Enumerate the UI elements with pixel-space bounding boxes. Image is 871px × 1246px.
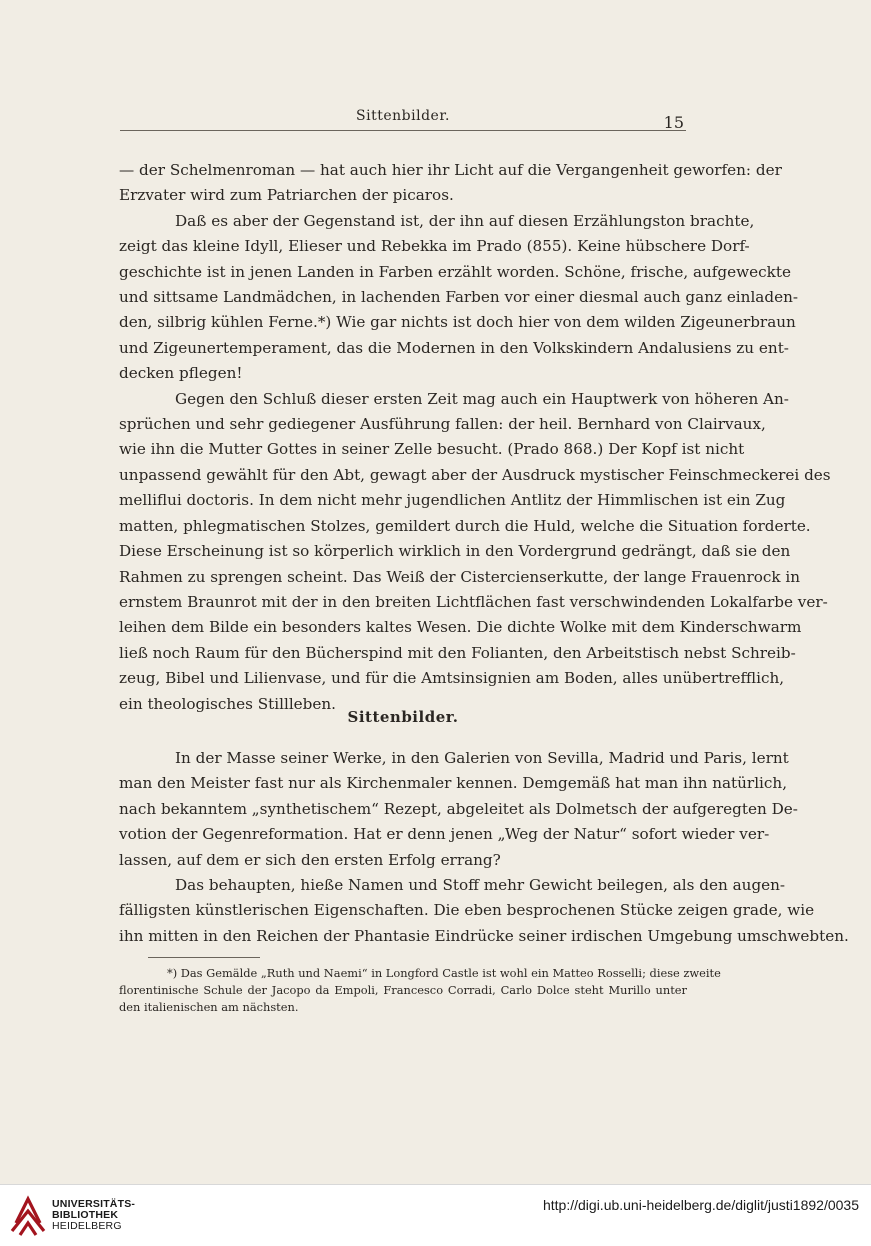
text-line: decken pflegen! — [119, 364, 243, 383]
text-line: zeug, Bibel und Lilienvase, und für die Amtsinsignien am Boden, alles unübertrefflich, — [119, 669, 785, 688]
footnote-line: *) Das Gemälde „Ruth und Naemi“ in Longford Castle ist wohl ein Matteo Rosselli; diese zweite — [167, 966, 721, 980]
footnote-line: florentinische Schule der Jacopo da Empoli, Francesco Corradi, Carlo Dolce steht Murillo unter — [119, 983, 687, 997]
text-line: sprüchen und sehr gediegener Ausführung fallen: der heil. Bernhard von Clairvaux, — [119, 415, 766, 434]
text-line: und Zigeunertemperament, das die Modernen in den Volkskindern Andalusiens zu ent- — [119, 338, 789, 357]
text-line: Das behaupten, hieße Namen und Stoff mehr Gewicht beilegen, als den augen- — [175, 876, 786, 895]
paragraph — [119, 746, 798, 873]
body-text — [119, 158, 831, 717]
section-body-text — [119, 746, 849, 949]
library-footer — [0, 1184, 871, 1246]
text-line: zeigt das kleine Idyll, Elieser und Rebekka im Prado (855). Keine hübschere Dorf- — [119, 237, 750, 256]
library-name[interactable] — [52, 1199, 135, 1232]
text-line: — der Schelmenroman — hat auch hier ihr Licht auf die Vergangenheit geworfen: der — [119, 161, 782, 179]
text-line: Diese Erscheinung ist so körperlich wirklich in den Vordergrund gedrängt, daß sie den — [119, 542, 791, 561]
text-line: wie ihn die Mutter Gottes in seiner Zelle besucht. (Prado 868.) Der Kopf ist nicht — [119, 440, 745, 459]
permalink-url[interactable]: http://digi.ub.uni-heidelberg.de/diglit/justi1892/0035 — [542, 1197, 859, 1213]
text-line: und sittsame Landmädchen, in lachenden Farben vor einer diesmal auch ganz einladen- — [119, 288, 798, 307]
text-line: ein theologisches Stillleben. — [119, 694, 336, 713]
text-line: geschichte ist in jenen Landen in Farben erzählt worden. Schöne, frische, aufgeweckte — [119, 262, 791, 281]
running-title: Sittenbilder. — [356, 108, 450, 124]
text-line: fälligsten künstlerischen Eigenschaften. Die eben besprochenen Stücke zeigen grade, wie — [119, 901, 815, 920]
text-line: ließ noch Raum für den Bücherspind mit den Folianten, den Arbeitstisch nebst Schreib- — [119, 643, 796, 662]
footnote-divider — [148, 957, 260, 958]
section-heading: Sittenbilder. — [347, 708, 459, 726]
library-name-line: UNIVERSITÄTS- — [52, 1198, 136, 1210]
footnote-line: den italienischen am nächsten. — [119, 1000, 299, 1014]
text-line: Daß es aber der Gegenstand ist, der ihn auf diesen Erzählungston brachte, — [175, 211, 755, 230]
text-line: den, silbrig kühlen Ferne.*) Wie gar nichts ist doch hier von dem wilden Zigeunerbraun — [119, 313, 796, 332]
text-line: matten, phlegmatischen Stolzes, gemildert durch die Huld, welche die Situation forderte. — [119, 516, 811, 535]
text-line: Erzvater wird zum Patriarchen der picaros. — [119, 186, 454, 205]
university-library-logo-icon[interactable] — [10, 1193, 46, 1237]
library-name-line: HEIDELBERG — [52, 1220, 122, 1232]
text-line: ernstem Braunrot mit der in den breiten Lichtflächen fast verschwindenden Lokalfarbe ver- — [119, 592, 828, 611]
paragraph — [119, 158, 782, 209]
text-line: nach bekanntem „synthetischem“ Rezept, abgeleitet als Dolmetsch der aufgeregten De- — [119, 799, 798, 818]
page-number: 15 — [663, 113, 684, 132]
paragraph — [119, 209, 798, 387]
text-line: leihen dem Bilde ein besonders kaltes Wesen. Die dichte Wolke mit dem Kinderschwarm — [119, 618, 802, 637]
text-line: In der Masse seiner Werke, in den Galerien von Sevilla, Madrid und Paris, lernt — [175, 749, 789, 767]
footnote — [119, 965, 721, 1016]
text-line: lassen, auf dem er sich den ersten Erfolg errang? — [119, 850, 501, 869]
text-line: ihn mitten in den Reichen der Phantasie Eindrücke seiner irdischen Umgebung umschwebten. — [119, 926, 849, 945]
text-line: Gegen den Schluß dieser ersten Zeit mag auch ein Hauptwerk von höheren An- — [175, 389, 789, 408]
text-line: man den Meister fast nur als Kirchenmaler kennen. Demgemäß hat man ihn natürlich, — [119, 774, 788, 793]
text-line: votion der Gegenreformation. Hat er denn jenen „Weg der Natur“ sofort wieder ver- — [119, 825, 770, 844]
text-line: melliflui doctoris. In dem nicht mehr jugendlichen Antlitz der Himmlischen ist ein Zug — [119, 491, 786, 510]
library-name-line: BIBLIOTHEK — [52, 1209, 119, 1221]
text-line: unpassend gewählt für den Abt, gewagt aber der Ausdruck mystischer Feinschmeckerei des — [119, 465, 831, 484]
paragraph — [119, 873, 849, 949]
paragraph — [119, 387, 831, 717]
text-line: Rahmen zu sprengen scheint. Das Weiß der Cistercienserkutte, der lange Frauenrock in — [119, 567, 801, 586]
running-head — [120, 104, 686, 131]
